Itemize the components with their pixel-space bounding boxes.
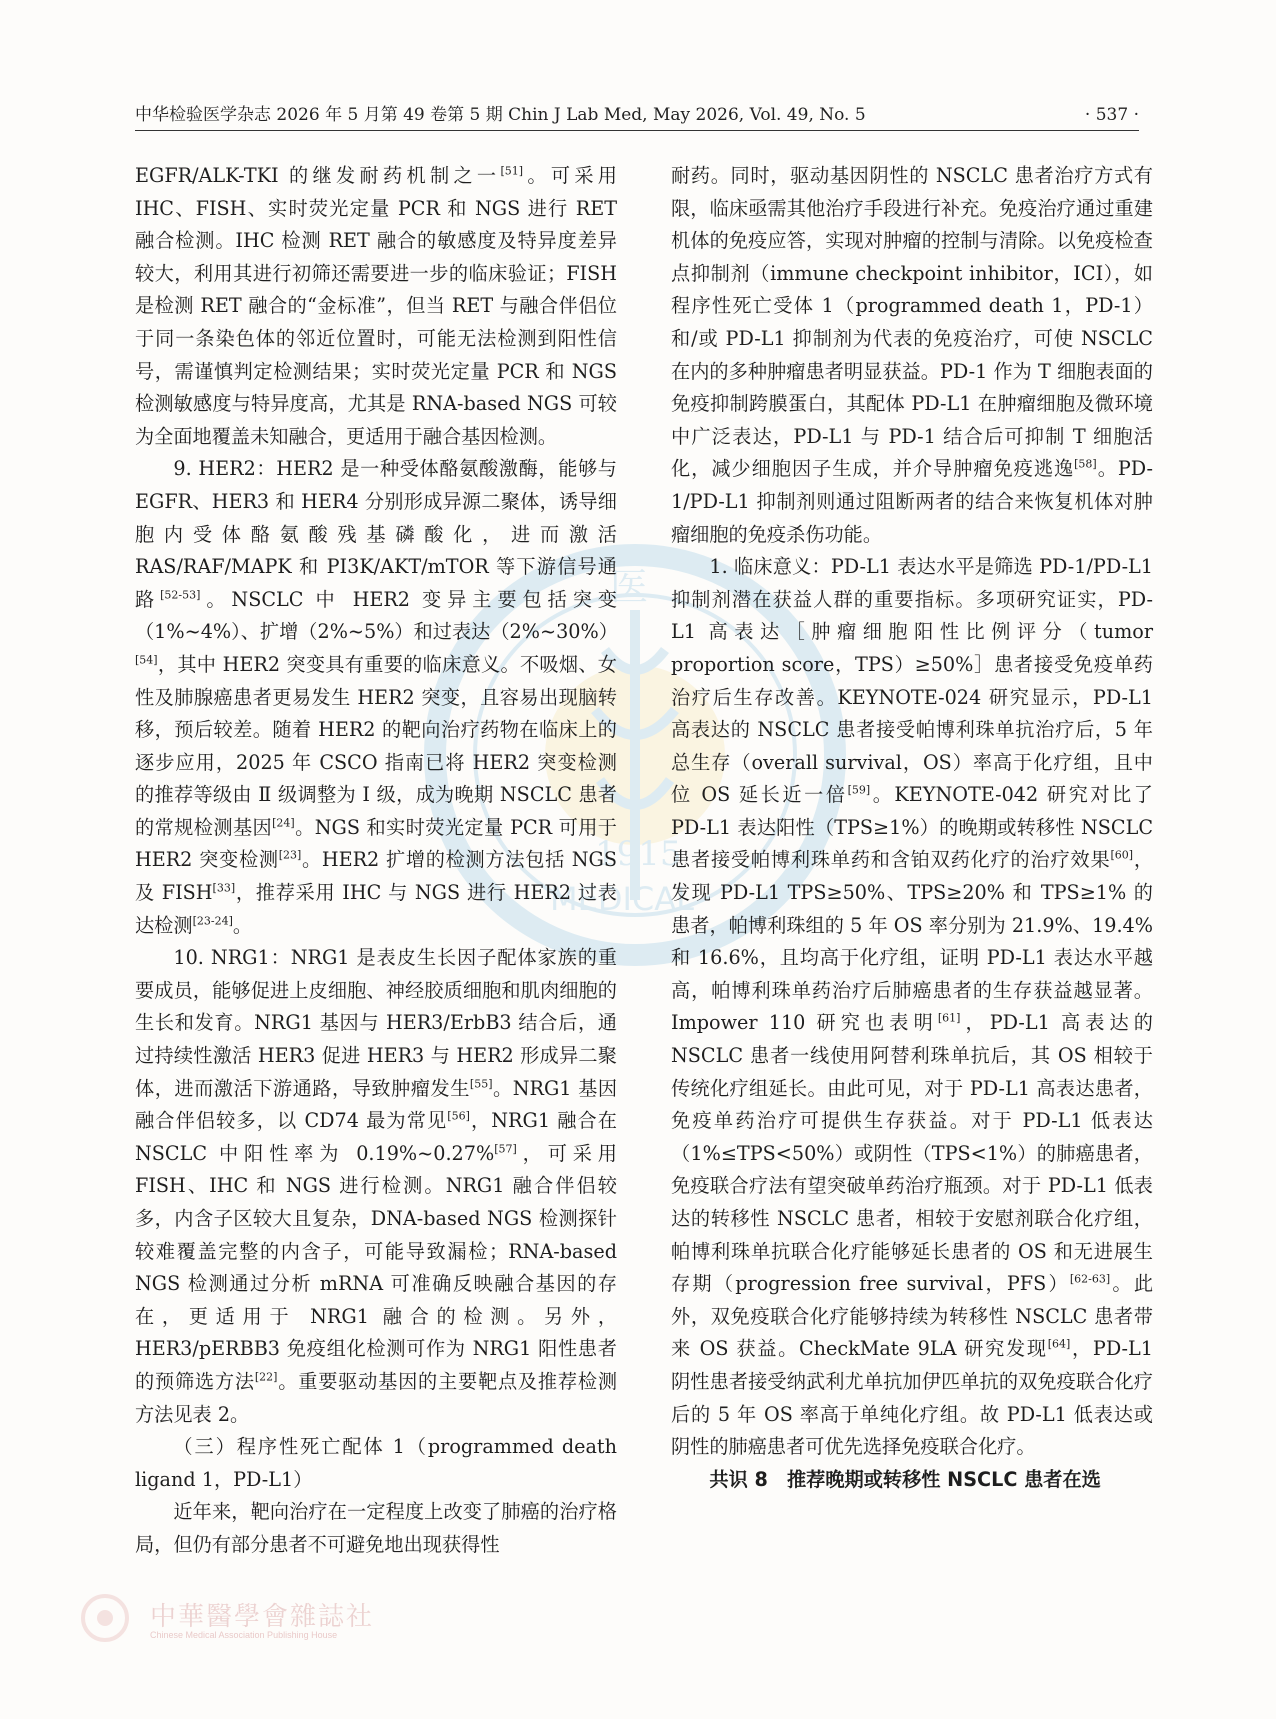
paragraph-clinical-significance bbox=[671, 551, 1153, 1464]
text-span: 。NGS 和实时荧光定量 PCR 可用于 HER2 突变检测 bbox=[135, 815, 617, 872]
paragraph-her2 bbox=[135, 453, 617, 942]
citation-ref: [59] bbox=[847, 783, 871, 797]
text-span: 10. NRG1：NRG1 是表皮生长因子配体家族的重要成员，能够促进上皮细胞、神经胶质细胞和肌肉细胞的生长和发育。NRG1 基因与 HER3/ErbB3 结合后，通过持续性激活 HER3 促进 HER3 与 HER2 形成异二聚体，进而激活下游通路，导致肿瘤发生 bbox=[135, 946, 617, 1100]
text-span: 。PD-1/PD-L1 抑制剂则通过阻断两者的结合来恢复机体对肿瘤细胞的免疫杀伤功能。 bbox=[671, 457, 1153, 546]
text-span: 9. HER2：HER2 是一种受体酪氨酸激酶，能够与 EGFR、HER3 和 HER4 分别形成异源二聚体，诱导细胞内受体酪氨酸残基磷酸化，进而激活 RAS/RAF/MAPK 和 PI3K/AKT/mTOR 等下游信号通路 bbox=[135, 457, 617, 611]
citation-ref: [22] bbox=[254, 1370, 278, 1384]
citation-ref: [54] bbox=[135, 653, 158, 667]
citation-ref: [23-24] bbox=[192, 914, 233, 928]
text-span: 1. 临床意义：PD-L1 表达水平是筛选 PD-1/PD-L1 抑制剂潜在获益人群的重要指标。多项研究证实，PD-L1 高表达［肿瘤细胞阳性比例评分（tumor proportion score，TPS）≥50%］患者接受免疫单药治疗后生存改善。KEYNOTE-024 研究显示，PD-L1 高表达的 NSCLC 患者接受帕博利珠单抗治疗后，5 年总生存（overall survival，OS）率高于化疗组，且中位 OS 延长近一倍 bbox=[671, 555, 1153, 807]
text-span: ，NRG1 融合在 NSCLC 中阳性率为 0.19%~0.27% bbox=[135, 1109, 617, 1165]
paragraph-intro: 近年来，靶向治疗在一定程度上改变了肺癌的治疗格局，但仍有部分患者不可避免地出现获得性 bbox=[135, 1500, 617, 1556]
citation-ref: [52-53] bbox=[160, 588, 201, 602]
text-span: 耐药。同时，驱动基因阴性的 NSCLC 患者治疗方式有限，临床亟需其他治疗手段进行补充。免疫治疗通过重建机体的免疫应答，实现对肿瘤的控制与清除。以免疫检查点抑制剂（immune checkpoint inhibitor，ICI），如程序性死亡受体 1（programmed death 1，PD-1）和/或 PD-L1 抑制剂为代表的免疫治疗，可使 NSCLC 在内的多种肿瘤患者明显获益。PD-1 作为 T 细胞表面的免疫抑制跨膜蛋白，其配体 PD-L1 在肿瘤细胞及微环境中广泛表达，PD-L1 与 PD-1 结合后可抑制 T 细胞活化，减少细胞因子生成，并介导肿瘤免疫逃逸 bbox=[671, 164, 1153, 481]
text-span: 。NSCLC 中 HER2 变异主要包括突变（1%~4%）、扩增（2%~5%）和过表达（2%~30%） bbox=[135, 587, 618, 644]
seal-top-char: 医 bbox=[610, 565, 649, 609]
citation-ref: [60] bbox=[1110, 849, 1134, 863]
citation-ref: [62-63] bbox=[1069, 1272, 1111, 1286]
text-span: 。 bbox=[232, 913, 253, 937]
seal-text: MEDICAL bbox=[550, 880, 694, 918]
text-span: 。重要驱动基因的主要靶点及推荐检测方法见表 2。 bbox=[135, 1369, 618, 1426]
paragraph-immunotherapy bbox=[671, 160, 1153, 551]
citation-ref: [55] bbox=[469, 1077, 493, 1091]
citation-ref: [58] bbox=[1074, 457, 1097, 471]
text-span: 。NRG1 基因融合伴侣较多，以 CD74 最为常见 bbox=[135, 1076, 618, 1133]
text-span: ，PD-L1 高表达的 NSCLC 患者一线使用阿替利珠单抗后，其 OS 相较于传统化疗组延长。由此可见，对于 PD-L1 高表达患者，免疫单药治疗可提供生存获益。对于 PD-L1 低表达（1%≤TPS<50%）或阴性（TPS<1%）的肺癌患者，免疫联合疗法有望突破单药治疗瓶颈。对于 PD-L1 低表达的转移性 NSCLC 患者，相较于安慰剂联合化疗组，帕博利珠单抗联合化疗能够延长患者的 OS 和无进展生存期（progression free survival，PFS） bbox=[671, 1011, 1153, 1296]
text-span: EGFR/ALK-TKI 的继发耐药机制之一 bbox=[135, 164, 501, 187]
running-header bbox=[135, 100, 1139, 131]
citation-ref: [56] bbox=[447, 1109, 470, 1123]
citation-ref: [23] bbox=[278, 849, 302, 863]
text-span: 。可采用 IHC、FISH、实时荧光定量 PCR 和 NGS 进行 RET 融合检测。IHC 检测 RET 融合的敏感度及特异度差异较大，利用其进行初筛还需要进一步的临床验证；FISH 是检测 RET 融合的“金标准”，但当 RET 与融合伴侣位于同一条染色体的邻近位置时，可能无法检测到阳性信号，需谨慎判定检测结果；实时荧光定量 PCR 和 NGS 检测敏感度与特异度高，尤其是 RNA-based NGS 可较为全面地覆盖未知融合，更适用于融合基因检测。 bbox=[135, 164, 617, 448]
citation-ref: [51] bbox=[500, 164, 524, 178]
text-span: ，推荐采用 IHC 与 NGS 进行 HER2 过表达检测 bbox=[135, 881, 617, 937]
section-heading-pdl1: （三）程序性死亡配体 1（programmed death ligand 1，PD-L1） bbox=[135, 1435, 617, 1491]
citation-ref: [33] bbox=[212, 881, 236, 895]
paragraph-nrg1 bbox=[135, 942, 617, 1431]
seal-year: 1915 bbox=[595, 834, 682, 874]
page-number: · 537 · bbox=[1084, 105, 1139, 125]
citation-ref: [57] bbox=[494, 1142, 517, 1156]
consensus-heading: 共识 8 推荐晚期或转移性 NSCLC 患者在选 bbox=[709, 1467, 1101, 1491]
text-span: ，其中 HER2 突变具有重要的临床意义。不吸烟、女性及肺腺癌患者更易发生 HER2 突变，且容易出现脑转移，预后较差。随着 HER2 的靶向治疗药物在临床上的逐步应用，2025 年 CSCO 指南已将 HER2 突变检测的推荐等级由 Ⅱ 级调整为 Ⅰ 级，成为晚期 NSCLC 患者的常规检测基因 bbox=[135, 652, 617, 839]
left-column bbox=[135, 160, 617, 1562]
text-span: 。此外，双免疫联合化疗能够持续为转移性 NSCLC 患者带来 OS 获益。CheckMate 9LA 研究发现 bbox=[671, 1272, 1154, 1361]
publisher-watermark: 中華醫學會雜誌社 bbox=[150, 1602, 375, 1632]
citation-ref: [61] bbox=[937, 1012, 961, 1026]
right-column bbox=[671, 160, 1153, 1496]
text-span: ，可采用 FISH、IHC 和 NGS 进行检测。NRG1 融合伴侣较多，内含子区较大且复杂，DNA-based NGS 检测探针较难覆盖完整的内含子，可能导致漏检；RNA-based NGS 检测通过分析 mRNA 可准确反映融合基因的存在，更适用于 NRG1 融合的检测。另外，HER3/pERBB3 免疫组化检测可作为 NRG1 阳性患者的预筛选方法 bbox=[135, 1141, 617, 1393]
journal-citation: 中华检验医学杂志 2026 年 5 月第 49 卷第 5 期 Chin J Lab Med, May 2026, Vol. 49, No. 5 bbox=[135, 105, 866, 125]
text-span: ，发现 PD-L1 TPS≥50%、TPS≥20% 和 TPS≥1% 的患者，帕博利珠组的 5 年 OS 率分别为 21.9%、19.4% 和 16.6%，且均高于化疗组，证明 PD-L1 表达水平越高，帕博利珠单药治疗后肺癌患者的生存获益越显著。Impower 110 研究也表明 bbox=[671, 848, 1154, 1035]
text-span: 。HER2 扩增的检测方法包括 NGS 及 FISH bbox=[135, 848, 617, 905]
citation-ref: [24] bbox=[272, 816, 295, 830]
publisher-watermark-en: Chinese Medical Association Publishing House bbox=[150, 1630, 338, 1640]
text-span: ，PD-L1 阴性患者接受纳武利尤单抗加伊匹单抗的双免疫联合化疗后的 5 年 OS 率高于单纯化疗组。故 PD-L1 低表达或阴性的肺癌患者可优先选择免疫联合化疗。 bbox=[671, 1337, 1153, 1459]
paragraph-ret bbox=[135, 160, 617, 453]
citation-ref: [64] bbox=[1047, 1337, 1071, 1351]
text-span: 。KEYNOTE-042 研究对比了 PD-L1 表达阳性（TPS≥1%）的晚期或转移性 NSCLC 患者接受帕博利珠单药和含铂双药化疗的治疗效果 bbox=[671, 783, 1153, 872]
